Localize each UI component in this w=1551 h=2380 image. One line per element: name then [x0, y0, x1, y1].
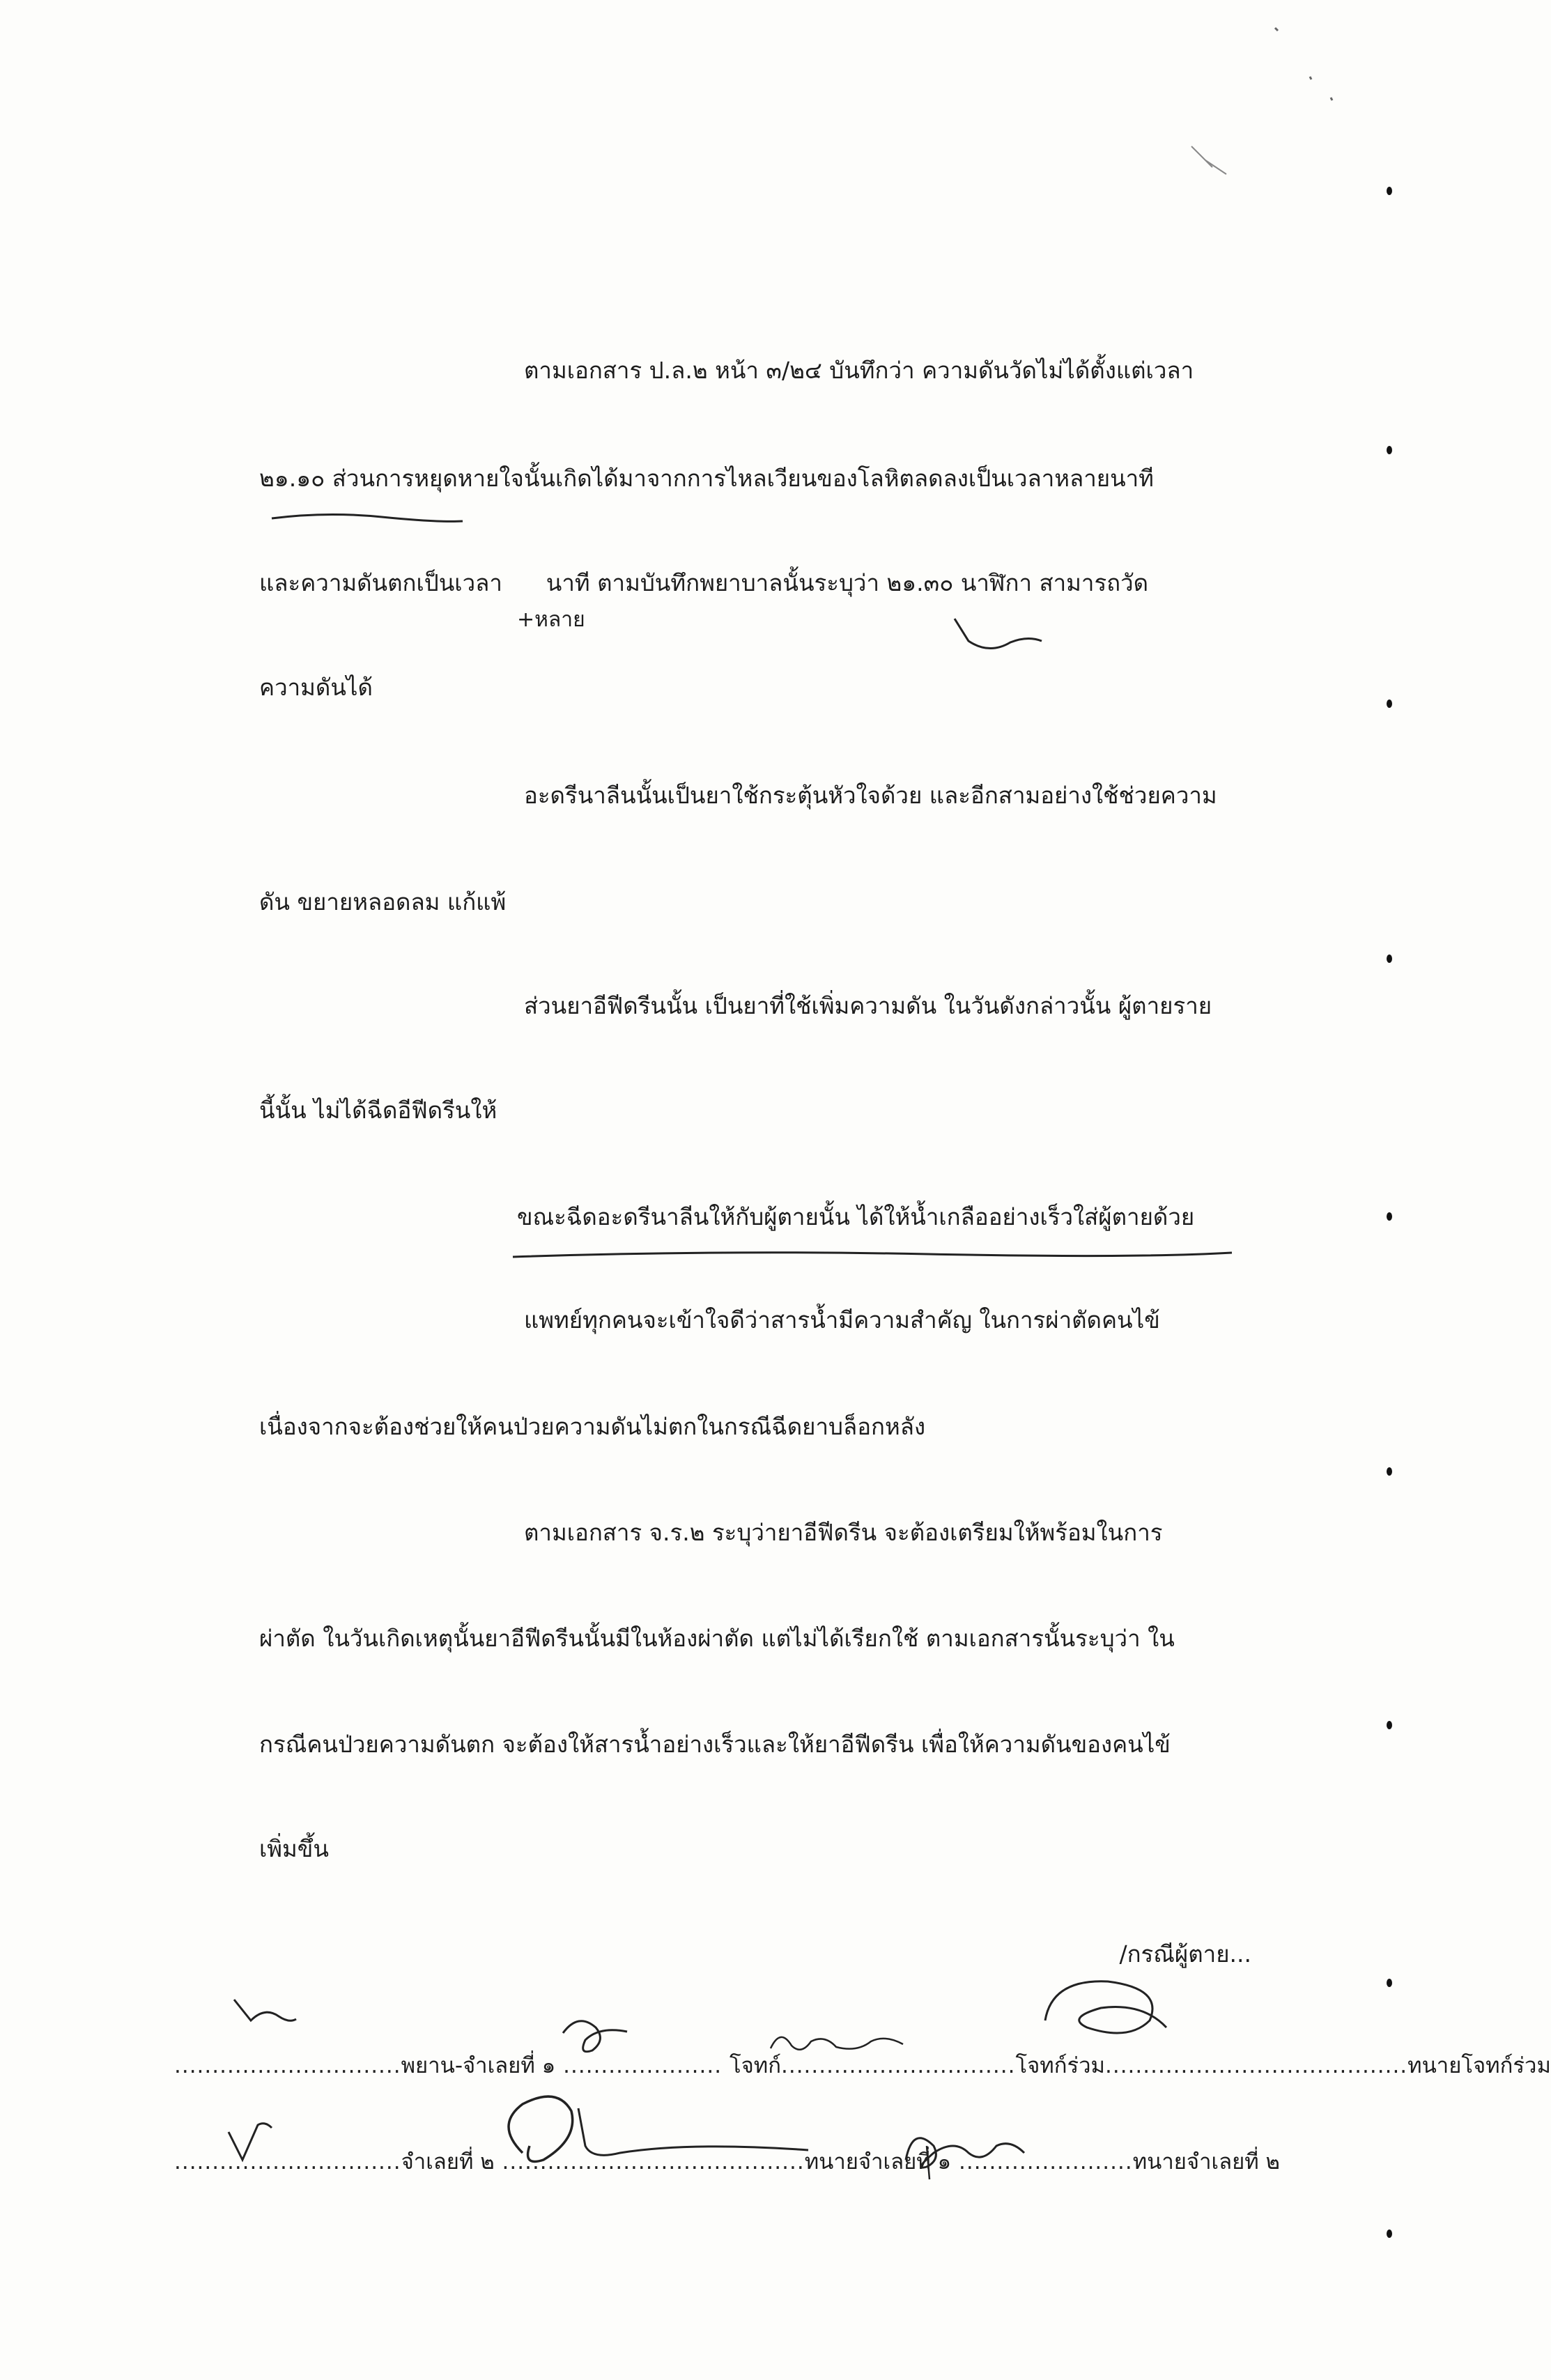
p1-line-2: ๒๑.๑๐ ส่วนการหยุดหายใจนั้นเกิดได้มาจากการไหลเวียนของโลหิตลดลงเป็นเวลาหลายนาที [259, 465, 1154, 492]
plaintiff-label: โจทก์ [729, 2053, 781, 2078]
p6-line-1: ตามเอกสาร จ.ร.๒ ระบุว่ายาอีฟีดรีน จะต้องเตรียมให้พร้อมในการ [524, 1519, 1163, 1546]
dotted-line: ........................................ [494, 2149, 805, 2174]
paragraph-underline [510, 1247, 1235, 1264]
dotted-line: .............................. [174, 2053, 401, 2078]
p6-line-2: ผ่าตัด ในวันเกิดเหตุนั้นยาอีฟีดรีนนั้นมีในห้องผ่าตัด แต่ไม่ได้เรียกใช้ ตามเอกสารนั้นระบุว่า ใน [259, 1625, 1175, 1652]
p1-line-4: ความดันได้ [259, 674, 373, 701]
dotted-line: ....................... [951, 2149, 1133, 2174]
defendant2-label: จำเลยที่ ๒ [401, 2149, 495, 2174]
initial-mark [941, 613, 1045, 662]
margin-speck [1387, 700, 1392, 708]
p2-line-1: อะดรีนาลีนนั้นเป็นยาใช้กระตุ้นหัวใจด้วย และอีกสามอย่างใช้ช่วยความ [524, 782, 1217, 809]
continuation-marker: /กรณีผู้ตาย... [1119, 1940, 1251, 1968]
p1-handwritten-insert: +หลาย [517, 608, 585, 632]
p6-line-4: เพิ่มขึ้น [259, 1835, 329, 1862]
scanner-smudge [1185, 139, 1240, 195]
margin-speck [1387, 446, 1392, 454]
co-plaintiff-lawyer-label: ทนายโจทก์ร่วม [1407, 2053, 1551, 2078]
p2-line-2: ดัน ขยายหลอดลม แก้แพ้ [259, 888, 507, 915]
margin-speck [1387, 187, 1392, 195]
margin-speck [1387, 1979, 1392, 1987]
p1-line-3: และความดันตกเป็นเวลา นาที ตามบันทึกพยาบาลนั้นระบุว่า ๒๑.๓๐ นาฬิกา สามารถวัด [259, 569, 1149, 596]
margin-speck [1387, 1467, 1392, 1476]
signature-co-plaintiff-lawyer [1038, 1972, 1171, 2048]
p5-line-2: เนื่องจากจะต้องช่วยให้คนป่วยความดันไม่ตกในกรณีฉีดยาบล็อกหลัง [259, 1413, 926, 1440]
p5-line-1: แพทย์ทุกคนจะเข้าใจดีว่าสารน้ำมีความสำคัญ ในการผ่าตัดคนไข้ [524, 1306, 1160, 1334]
p1-line-1: ตามเอกสาร ป.ล.๒ หน้า ๓/๒๔ บันทึกว่า ความดันวัดไม่ได้ตั้งแต่เวลา [524, 357, 1194, 384]
margin-speck [1387, 1212, 1392, 1221]
p3-line-1: ส่วนยาอีฟีดรีนนั้น เป็นยาที่ใช้เพิ่มความดัน ในวันดังกล่าวนั้น ผู้ตายราย [524, 992, 1212, 1019]
underline-mark [270, 507, 465, 528]
dotted-line: ..................... [555, 2053, 730, 2078]
dotted-line: ............................... [781, 2053, 1016, 2078]
witness-label: พยาน-จำเลยที่ ๑ [401, 2053, 556, 2078]
signature-witness [230, 1993, 300, 2034]
p6-line-3: กรณีคนป่วยความดันตก จะต้องให้สารน้ำอย่างเร็วและให้ยาอีฟีดรีน เพื่อให้ความดันของคนไข้ [259, 1731, 1171, 1758]
p4-line-1: ขณะฉีดอะดรีนาลีนให้กับผู้ตายนั้น ได้ให้น้ำเกลืออย่างเร็วใส่ผู้ตายด้วย [517, 1203, 1195, 1230]
signature-row-2 [174, 2147, 1317, 2177]
co-plaintiff-label: โจทก์ร่วม [1015, 2053, 1105, 2078]
p3-line-2: นี้นั้น ไม่ได้ฉีดอีฟีดรีนให้ [259, 1097, 497, 1124]
defendant2-lawyer-label: ทนายจำเลยที่ ๒ [1132, 2149, 1280, 2174]
scanner-smudge [1268, 14, 1352, 111]
signature-row-1 [174, 2050, 1551, 2081]
margin-speck [1387, 1721, 1392, 1729]
dotted-line: ........................................ [1105, 2053, 1408, 2078]
margin-speck [1387, 955, 1392, 963]
defendant1-lawyer-label: ทนายจำเลยที่ ๑ [804, 2149, 952, 2174]
margin-speck [1387, 2230, 1392, 2238]
dotted-line: .............................. [174, 2149, 401, 2174]
